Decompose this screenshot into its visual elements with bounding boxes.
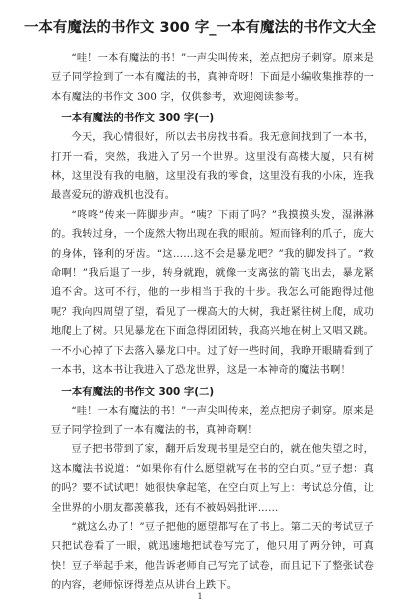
section-heading-1: 一本有魔法的书作文 300 字(一) <box>61 112 215 125</box>
section-heading-2: 一本有魔法的书作文 300 字(二) <box>61 385 215 398</box>
page-number: 1 <box>197 592 203 601</box>
section-2-paragraph-2: 豆子把书带到了家，翻开后发现书里是空白的，就在他失望之时，这本魔法书说道：“如果你有什么愿望就写在书的空白页。”豆子想：真的吗？要不试试吧！她很快拿起笔，在空白页上写上：考试总分值，让全世界的小朋友都羡慕我，还有不被妈妈批评…… <box>51 444 374 514</box>
section-2-paragraph-3: “就这么办了！”豆子把他的愿望都写在了书上。第二天的考试豆子只把试卷看了一眼，就迅速地把试卷写完了，他只用了两分钟，可真快！豆子举起手来，他告诉老师自己写完了试卷，而且记下了整张试卷的内容，老师惊讶得差点从讲台上跌下。 <box>51 521 374 592</box>
document-title: 一本有魔法的书作文 300 字_一本有魔法的书作文大全 <box>23 20 377 36</box>
document-body <box>51 49 374 596</box>
section-1-paragraph-2: “咚咚”传来一阵脚步声。“咦？下雨了吗？”我摸摸头发，湿淋淋的。我转过身，一个庞然大物出现在我的眼前。短而锋利的爪子，庞大的身体，锋利的牙齿。“这……这不会是暴龙吧？”我的脚发抖了。“救命啊！”我后退了一步，转身就跑，就像一支离弦的箭飞出去，暴龙紧追不舍。这可不行，他的一步相当于我的十步。我怎么可能跑得过他呢？我向四周望了望，看见了一棵高大的大树，我赶紧往树上爬，成功地爬上了树。只见暴龙在下面急得团团转，我高兴地在树上又唱又跳。一不小心掉了下去落入暴龙口中。过了好一些时间，我睁开眼睛看到了一本书，这本书让我进入了恐龙世界，这是一本神奇的魔法书啊！ <box>51 209 374 377</box>
section-2-paragraph-1: “哇！一本有魔法的书！”一声尖叫传来，差点把房子刺穿。原来是豆子同学捡到了一本有魔法的书，真神奇啊！ <box>51 405 374 436</box>
intro-paragraph: “哇！一本有魔法的书！”一声尖叫传来，差点把房子刺穿。原来是豆子同学捡到了一本有魔法的书，真神奇呀！下面是小编收集推荐的一本有魔法的书作文 300 字，仅供参考，欢迎阅读参考。 <box>51 53 374 103</box>
section-1-paragraph-1: 今天，我心情很好，所以去书房找书看。我无意间找到了一本书，打开一看，突然，我进入了另一个世界。这里没有高楼大厦，只有树林，这里没有我的电脑，这里没有我的零食，这里没有我的小床，连我最喜爱玩的游戏机也没有。 <box>51 132 374 202</box>
